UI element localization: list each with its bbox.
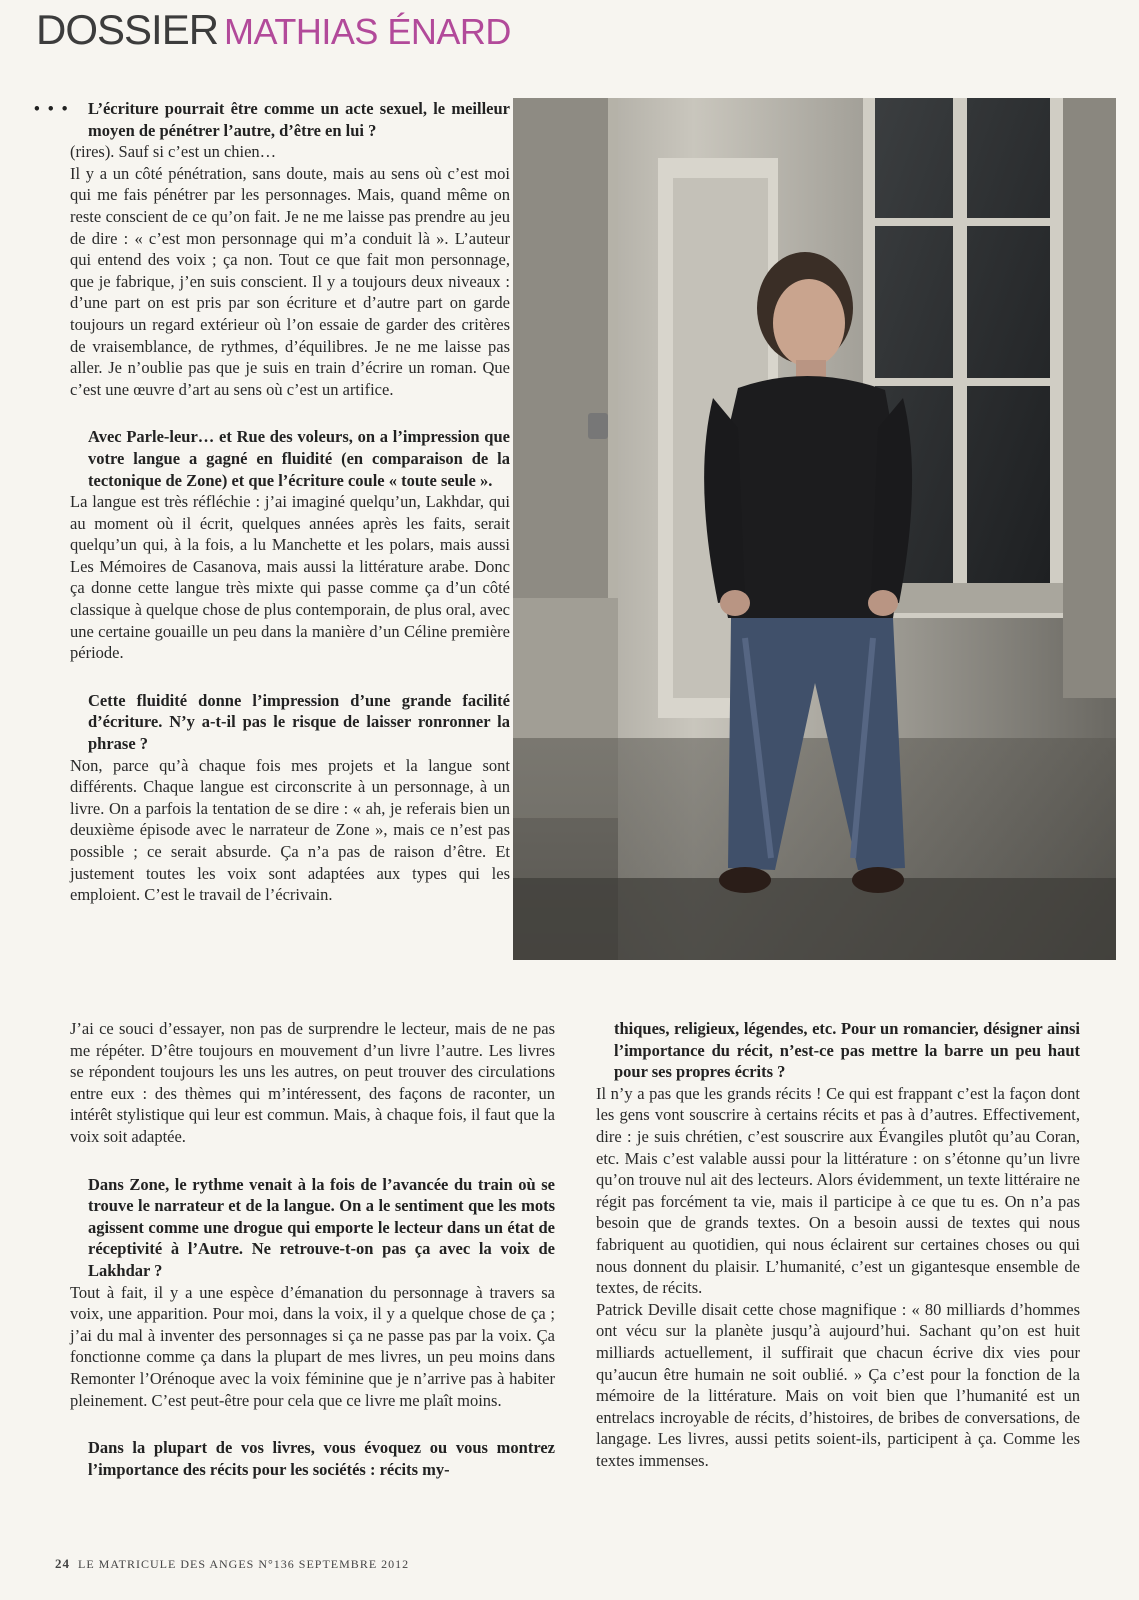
answer-3: Non, parce qu’à chaque fois mes projets et la langue sont différents. Chaque langue est circonscrite à un personnage, à un livre. On a parfois la tentation de se dire : « ah, je referais bien un deuxième épisode avec le narrateur de Zone », mais ce n’est pas possible ; ce serait absurde. Ça n’a pas de raison d’être. Et justement toutes les voix sont adaptées aux types qui les emploient. C’est le travail de l’écrivain.	[70, 755, 510, 905]
page-number: 24	[55, 1556, 70, 1571]
left-column-upper	[34, 98, 510, 906]
answer-3-continued: J’ai ce souci d’essayer, non pas de surprendre le lecteur, mais de ne pas me répéter. D’être toujours en mouvement d’un livre l’autre. Les livres se répondent toujours les uns les autres, on peut trouver des circulations entre eux : des thèmes qui m’intéressent, des façons de raconter, un intérêt stylistique qui leur est commun. Mais, à chaque fois, il faut que la voix soit adaptée.	[70, 1019, 555, 1146]
question-1	[34, 98, 510, 141]
answer-4: Tout à fait, il y a une espèce d’émanation du personnage à travers sa voix, une apparition. Pour moi, dans la voix, il y a quelque chose de ça ; j’ai du mal à inventer des personnages si ça ne passe pas par la voix. Ça fonctionne comme ça dans la plupart de mes livres, un peu moins dans Remonter l’Orénoque avec la voix féminine que je n’arrive pas à habiter pleinement. C’est peut-être pour cela que ce livre me plaît moins.	[70, 1282, 555, 1410]
question-5-start: Dans la plupart de vos livres, vous évoquez ou vous montrez l’importance des récits pour les sociétés : récits my-	[88, 1438, 555, 1479]
magazine-info: LE MATRICULE DES ANGES N°136 SEPTEMBRE 2012	[78, 1557, 410, 1571]
question-4: Dans Zone, le rythme venait à la fois de l’avancée du train où se trouve le narrateur et de la langue. On a le sentiment que les mots agissent comme une drogue qui emporte le lecteur dans un état de réceptivité à l’Autre. Ne retrouve-t-on pas ça avec la voix de Lakhdar ?	[88, 1174, 555, 1280]
question-5-end: thiques, religieux, légendes, etc. Pour un romancier, désigner ainsi l’importance du récit, n’est-ce pas mettre la barre un peu haut pour ses propres écrits ?	[614, 1019, 1080, 1082]
author-photo	[513, 98, 1116, 960]
question-1-text: L’écriture pourrait être comme un acte sexuel, le meilleur moyen de pénétrer l’autre, d’être en lui ?	[88, 99, 510, 140]
right-column-lower	[596, 1018, 1080, 1471]
left-column-lower	[70, 1018, 555, 1480]
page-header	[36, 6, 511, 54]
answer-5-continued: Patrick Deville disait cette chose magnifique : « 80 milliards d’hommes ont vécu sur la planète jusqu’à aujourd’hui. Sachant qu’on est huit milliards actuellement, il suffirait que chacun écrive dix vies pour qu’aucun être humain ne soit oublié. » Ça c’est pour la fonction de la mémoire de la littérature. Mais on voit bien que l’humanité est un entrelacs incroyable de récits, d’histoires, de bribes de conversations, de langage. Les livres, aussi petits soient-ils, participent à ça. Comme les textes immenses.	[596, 1299, 1080, 1470]
answer-1-para-2: Il y a un côté pénétration, sans doute, mais au sens où c’est moi qui me fais pénétrer par les personnages. Mais, quand même on reste conscient de ce qu’on fait. Je ne me laisse pas prendre au jeu de dire : « c’est mon personnage qui m’a conduit là ». L’auteur qui entend des voix ; ça non. Tout ce que fait mon personnage, que je fabrique, j’en suis conscient. Il y a toujours deux niveaux : d’une part on est pris par son écriture et d’autre part on garde toujours un regard extérieur où l’on essaie de garder des critères de vraisemblance, de rythmes, d’équilibres. Je ne me laisse pas aller. Je n’oublie pas que je suis en train d’écrire un roman. Que c’est une œuvre d’art au sens où c’est un artifice.	[70, 163, 510, 399]
answer-1-para-1: (rires). Sauf si c’est un chien…	[70, 142, 277, 162]
section-title: DOSSIER	[36, 6, 219, 53]
answer-5: Il n’y a pas que les grands récits ! Ce qui est frappant c’est la façon dont les gens vont souscrire à certains récits et pas à d’autres. Effectivement, dire : je suis chrétien, c’est souscrire aux Évangiles plutôt qu’au Coran, etc. Mais c’est valable aussi pour la littérature : on s’étonne qu’un livre qu’on trouve nul ait des lecteurs. Alors évidemment, un texte littéraire ne régit pas forcément ta vie, mais il participe à ce que tu es. On n’a pas besoin que de grands textes. On a besoin aussi de textes qui nous fabriquent au quotidien, qui nous éclairent sur certaines choses ou qui nous donnent du plaisir. L’humanité, c’est un gigantesque ensemble de textes, de récits.	[596, 1083, 1080, 1298]
question-2: Avec Parle-leur… et Rue des voleurs, on a l’impression que votre langue a gagné en fluidité (en comparaison de la tectonique de Zone) et que l’écriture coule « toute seule ».	[88, 427, 510, 490]
author-title: MATHIAS ÉNARD	[224, 11, 511, 52]
lead-marker: • • •	[34, 99, 70, 118]
answer-2: La langue est très réfléchie : j’ai imaginé quelqu’un, Lakhdar, qui au moment où il écrit, quelques années après les faits, serait quelqu’un qui, à la fois, a lu Manchette et les polars, mais aussi Les Mémoires de Casanova, mais aussi la littérature arabe. Donc ça donne cette langue très mixte qui passe comme ça d’un côté classique à quelque chose de plus contemporain, de plus oral, avec une certaine gouaille un peu dans la manière d’un Céline première période.	[70, 492, 510, 663]
author-photo-illustration	[513, 98, 1116, 960]
page-footer	[55, 1556, 409, 1572]
question-3: Cette fluidité donne l’impression d’une grande facilité d’écriture. N’y a-t-il pas le risque de laisser ronronner la phrase ?	[88, 690, 510, 754]
